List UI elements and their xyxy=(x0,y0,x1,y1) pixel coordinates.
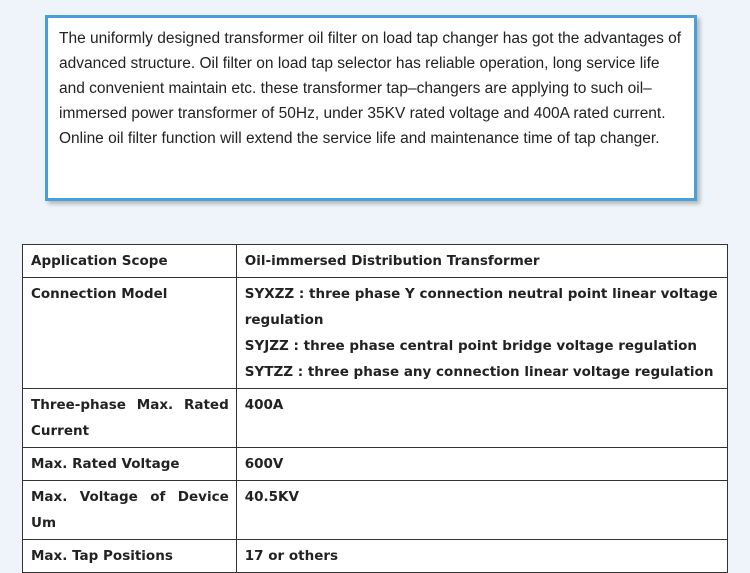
intro-text-box xyxy=(45,15,697,201)
spec-label-device-voltage: Max. Voltage of Device Um xyxy=(23,481,237,540)
spec-table xyxy=(22,244,728,573)
spec-value-line: Oil-immersed Distribution Transformer xyxy=(244,253,540,269)
spec-label-application-scope: Application Scope xyxy=(23,245,237,278)
table-row xyxy=(23,448,728,481)
spec-value-line: SYJZZ : three phase central point bridge voltage regulation xyxy=(244,338,697,354)
spec-value-line: 17 or others xyxy=(244,548,339,564)
table-row xyxy=(23,540,728,573)
table-row xyxy=(23,245,728,278)
intro-paragraph-1: The uniformly designed transformer oil filter on load tap changer has got the advantages of advanced structure. Oil filter on load tap selector has reliable operation, long service life and convenient maintain etc. these transformer tap–changers are applying to such oil–immersed power transformer of 50Hz, under 35KV rated voltage and 400A rated current. xyxy=(59,30,682,122)
spec-value-rated-voltage xyxy=(236,448,727,481)
spec-value-connection-model xyxy=(236,278,727,389)
spec-value-line: 600V xyxy=(244,456,284,472)
spec-label-connection-model: Connection Model xyxy=(23,278,237,389)
intro-paragraph-2: Online oil filter function will extend the service life and maintenance time of tap changer. xyxy=(59,130,660,147)
spec-label-rated-voltage: Max. Rated Voltage xyxy=(23,448,237,481)
spec-label-rated-current: Three-phase Max. Rated Current xyxy=(23,389,237,448)
table-row xyxy=(23,278,728,389)
table-row xyxy=(23,389,728,448)
spec-value-device-voltage xyxy=(236,481,727,540)
table-row xyxy=(23,481,728,540)
spec-value-application-scope xyxy=(236,245,727,278)
spec-value-line: 400A xyxy=(244,397,284,413)
spec-value-line: 40.5KV xyxy=(244,489,299,505)
spec-value-line: SYTZZ : three phase any connection linear voltage regulation xyxy=(244,364,714,380)
spec-value-tap-positions xyxy=(236,540,727,573)
spec-value-line: SYXZZ : three phase Y connection neutral point linear voltage regulation xyxy=(244,286,718,328)
spec-value-rated-current xyxy=(236,389,727,448)
spec-label-tap-positions: Max. Tap Positions xyxy=(23,540,237,573)
